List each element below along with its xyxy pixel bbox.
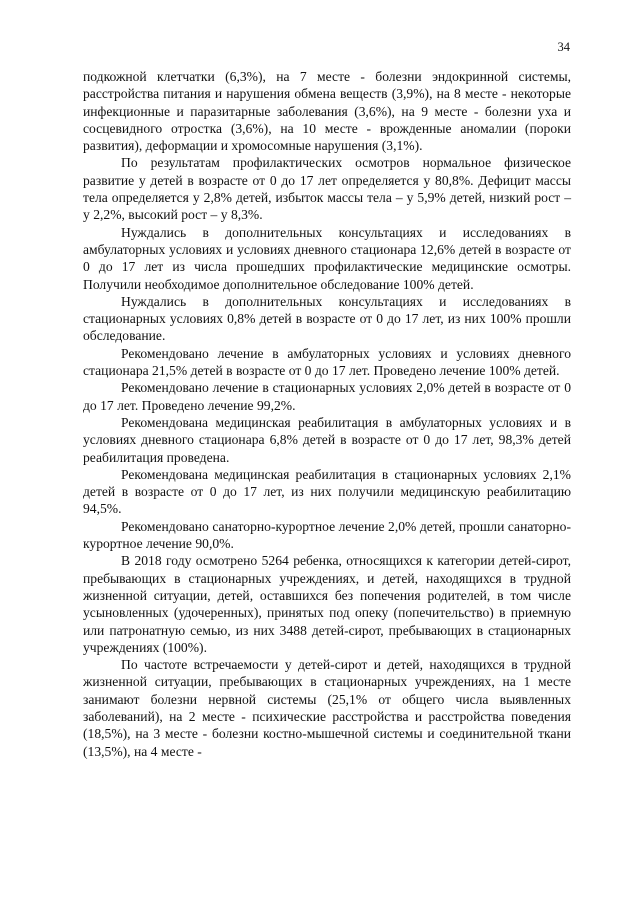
paragraph-outpatient-consultations: Нуждались в дополнительных консультациях и исследованиях в амбулаторных условиях и условиях дневного стационара 12,6% детей в возрасте от 0 до 17 лет из числа прошедших профилактические медицинские осмотры. Получили необходимое дополнительное обследование 100% детей. — [83, 224, 571, 292]
paragraph-orphans-disease-frequency: По частоте встречаемости у детей-сирот и детей, находящихся в трудной жизненной ситуации, пребывающих в стационарных учреждениях, на 1 месте занимают болезни нервной системы (25,1% от общего числа выявленных заболеваний), на 2 месте - психические расстройства и расстройства поведения (18,5%), на 3 месте - болезни костно-мышечной системы и соединительной ткани (13,5%), на 4 месте - — [83, 657, 571, 759]
paragraph-orphans-examined: В 2018 году осмотрено 5264 ребенка, относящихся к категории детей-сирот, пребывающих в стационарных учреждениях, и детей, находящихся в трудной жизненной ситуации, детей, оставшихся без попечения родителей, в том числе усыновленных (удочеренных), принятых под опеку (попечительство) в приемную или патронатную семью, из них 3488 детей-сирот, пребывающих в стационарных учреждениях (100%). — [83, 553, 571, 655]
paragraph-inpatient-treatment: Рекомендовано лечение в стационарных условиях 2,0% детей в возрасте от 0 до 17 лет. Проведено лечение 99,2%. — [83, 380, 571, 413]
paragraph-inpatient-rehabilitation: Рекомендована медицинская реабилитация в стационарных условиях 2,1% детей в возрасте от 0 до 17 лет, из них получили медицинскую реабилитацию 94,5%. — [83, 466, 571, 517]
page-number: 34 — [557, 40, 570, 54]
paragraph-outpatient-rehabilitation: Рекомендована медицинская реабилитация в амбулаторных условиях и в условиях дневного стационара 6,8% детей в возрасте от 0 до 17 лет, 98,3% детей реабилитация проведена. — [83, 414, 571, 465]
paragraph-sanatorium-treatment: Рекомендовано санаторно-курортное лечение 2,0% детей, прошли санаторно-курортное лечение 90,0%. — [83, 518, 571, 552]
paragraph-outpatient-treatment: Рекомендовано лечение в амбулаторных условиях и условиях дневного стационара 21,5% детей в возрасте от 0 до 17 лет. Проведено лечение 100% детей. — [83, 345, 571, 379]
paragraph-physical-development: По результатам профилактических осмотров нормальное физическое развитие у детей в возрасте от 0 до 17 лет определяется у 80,8%. Дефицит массы тела определяется у 2,8% детей, избыток массы тела – у 5,9% детей, низкий рост – у 2,2%, высокий рост – у 8,3%. — [83, 155, 571, 223]
document-body — [83, 68, 571, 760]
paragraph-inpatient-consultations: Нуждались в дополнительных консультациях и исследованиях в стационарных условиях 0,8% детей в возрасте от 0 до 17 лет, из них 100% прошли обследование. — [83, 293, 571, 344]
paragraph-continuation: подкожной клетчатки (6,3%), на 7 месте - болезни эндокринной системы, расстройства питания и нарушения обмена веществ (3,9%), на 8 месте - некоторые инфекционные и паразитарные заболевания (3,6%), на 9 месте - болезни уха и сосцевидного отростка (3,6%), на 10 месте - врожденные аномалии (пороки развития), деформации и хромосомные нарушения (3,1%). — [83, 69, 571, 154]
